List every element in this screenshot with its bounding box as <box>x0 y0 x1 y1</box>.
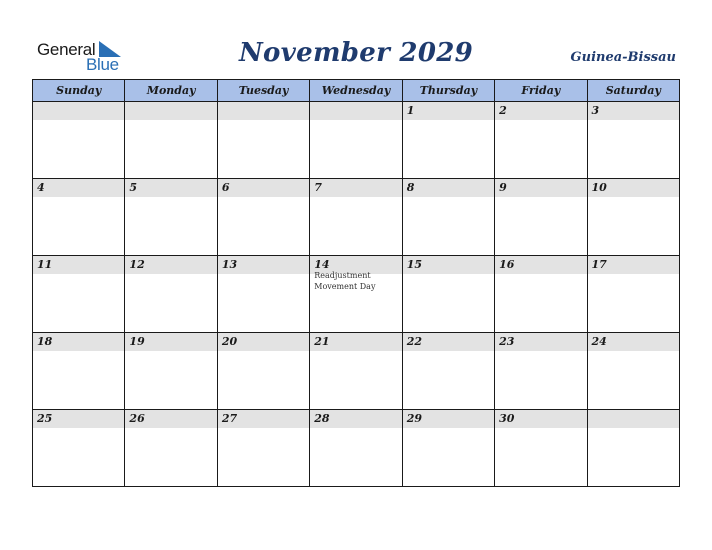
day-number: 28 <box>314 412 330 425</box>
day-number: 2 <box>499 104 507 117</box>
day-number-bar <box>125 333 216 351</box>
day-number-bar <box>310 333 401 351</box>
day-number: 13 <box>221 258 238 271</box>
day-number: 18 <box>37 335 53 348</box>
day-number-bar <box>403 333 494 351</box>
calendar-day-cell <box>217 410 309 487</box>
day-number-bar <box>588 410 679 428</box>
day-number-bar <box>125 179 216 197</box>
day-number-bar <box>403 102 494 120</box>
day-number: 16 <box>499 258 515 271</box>
day-number-bar <box>403 179 494 197</box>
calendar-day-cell <box>125 102 217 179</box>
calendar-day-cell <box>125 333 217 410</box>
logo-text-general: General <box>37 40 96 59</box>
holiday-event: Readjustment Movement Day <box>314 271 376 291</box>
calendar-day-cell <box>495 256 587 333</box>
day-number-bar <box>588 333 679 351</box>
day-number-bar <box>495 102 586 120</box>
calendar-day-cell <box>125 179 217 256</box>
day-number-bar <box>495 179 586 197</box>
calendar-day-cell <box>587 256 679 333</box>
day-number: 10 <box>591 181 607 194</box>
day-number: 24 <box>591 335 607 348</box>
day-number: 26 <box>129 412 145 425</box>
logo-text-blue: Blue <box>86 55 119 74</box>
weekday-header: Wednesday <box>310 80 402 102</box>
day-number-bar <box>588 102 679 120</box>
day-number-bar <box>588 256 679 274</box>
day-number-bar <box>218 102 309 120</box>
day-number: 30 <box>499 412 515 425</box>
calendar-day-cell <box>587 410 679 487</box>
day-number-bar <box>310 102 401 120</box>
day-number: 17 <box>591 258 607 271</box>
weekday-header: Monday <box>125 80 217 102</box>
day-number-bar <box>33 410 124 428</box>
calendar-week-row <box>33 333 680 410</box>
day-number: 4 <box>37 181 45 194</box>
calendar-grid <box>32 79 680 487</box>
day-number-bar <box>403 256 494 274</box>
calendar-day-cell <box>310 410 402 487</box>
day-number: 21 <box>314 335 330 348</box>
day-number-bar <box>33 179 124 197</box>
day-number: 12 <box>129 258 145 271</box>
calendar-day-cell <box>402 410 494 487</box>
calendar-day-cell <box>402 333 494 410</box>
day-number-bar <box>495 333 586 351</box>
calendar-day-cell <box>495 333 587 410</box>
day-number: 25 <box>37 412 53 425</box>
page-title: November 2029 <box>238 38 473 68</box>
day-number: 3 <box>591 104 600 117</box>
day-number-bar <box>125 410 216 428</box>
calendar-day-cell <box>587 333 679 410</box>
day-number-bar <box>403 410 494 428</box>
day-number-bar <box>33 256 124 274</box>
calendar-week-row <box>33 256 680 333</box>
day-number: 1 <box>406 104 415 117</box>
day-number-bar <box>33 102 124 120</box>
day-number: 7 <box>314 181 322 194</box>
calendar-day-cell <box>33 102 125 179</box>
calendar-day-cell <box>217 333 309 410</box>
day-number: 29 <box>406 412 422 425</box>
calendar-day-cell <box>495 102 587 179</box>
day-number: 9 <box>499 181 507 194</box>
day-number-bar <box>495 410 586 428</box>
weekday-header: Thursday <box>402 80 494 102</box>
calendar-day-cell <box>33 410 125 487</box>
calendar-day-cell <box>587 102 679 179</box>
calendar-day-cell <box>217 256 309 333</box>
calendar-week-row <box>33 179 680 256</box>
calendar-day-cell <box>33 256 125 333</box>
calendar-day-cell <box>310 102 402 179</box>
weekday-header: Tuesday <box>217 80 309 102</box>
day-number-bar <box>218 256 309 274</box>
day-number: 23 <box>499 335 515 348</box>
calendar-day-cell <box>402 256 494 333</box>
day-number-bar <box>588 179 679 197</box>
weekday-header: Sunday <box>33 80 125 102</box>
calendar-day-cell <box>217 102 309 179</box>
weekday-header: Saturday <box>587 80 679 102</box>
weekday-header-row <box>33 80 680 102</box>
day-number-bar <box>33 333 124 351</box>
day-number-bar <box>218 333 309 351</box>
day-number: 15 <box>406 258 422 271</box>
calendar-day-cell <box>310 333 402 410</box>
weekday-header: Friday <box>495 80 587 102</box>
day-number: 19 <box>129 335 145 348</box>
country-label: Guinea-Bissau <box>570 50 676 65</box>
calendar-day-cell <box>33 333 125 410</box>
day-number: 14 <box>314 258 330 271</box>
day-number: 27 <box>221 412 238 425</box>
day-number-bar <box>495 256 586 274</box>
day-number: 8 <box>406 181 415 194</box>
day-number: 11 <box>37 258 53 271</box>
calendar-week-row <box>33 102 680 179</box>
calendar-day-cell <box>33 179 125 256</box>
calendar-day-cell <box>125 256 217 333</box>
calendar-day-cell <box>217 179 309 256</box>
calendar-day-cell <box>310 179 402 256</box>
calendar-week-row <box>33 410 680 487</box>
day-number: 20 <box>221 335 238 348</box>
calendar-day-cell <box>587 179 679 256</box>
calendar-day-cell <box>125 410 217 487</box>
calendar-day-cell <box>495 410 587 487</box>
day-number-bar <box>218 179 309 197</box>
calendar-day-cell <box>402 179 494 256</box>
calendar-day-cell <box>402 102 494 179</box>
calendar-day-cell <box>495 179 587 256</box>
day-number: 22 <box>406 335 422 348</box>
day-number-bar <box>310 179 401 197</box>
day-number: 5 <box>129 181 138 194</box>
day-number-bar <box>125 102 216 120</box>
day-number-bar <box>125 256 216 274</box>
day-number: 6 <box>221 181 230 194</box>
calendar-day-cell <box>310 256 402 333</box>
day-number-bar <box>310 410 401 428</box>
day-number-bar <box>218 410 309 428</box>
